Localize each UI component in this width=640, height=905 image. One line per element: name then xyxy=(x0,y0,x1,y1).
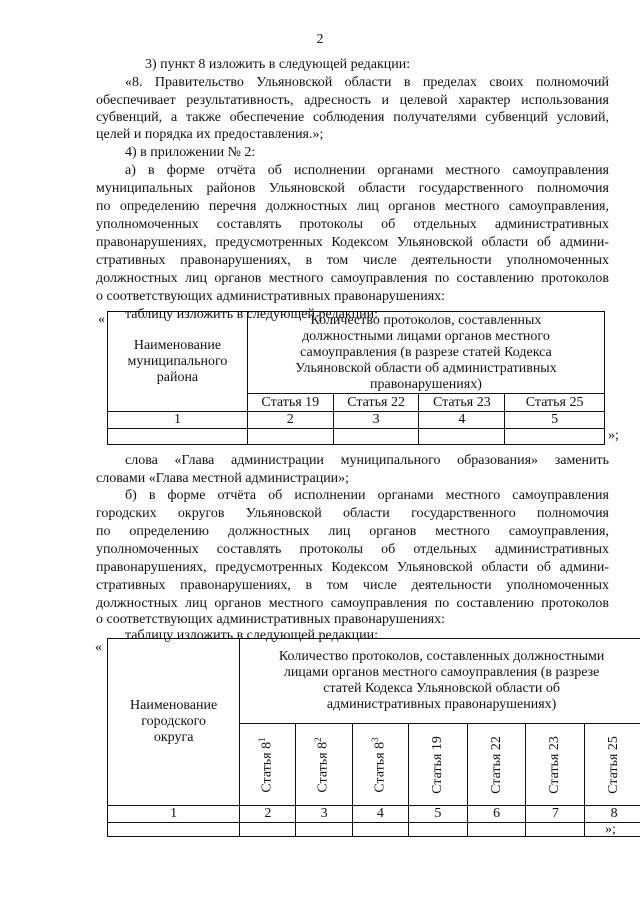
column-number: 8 xyxy=(585,806,640,823)
protocol-count-header: Количество протоколов, составленных должностными лицами органов местного самоуправления (в разрезе статей Кодекса Ульяновской области об административных правонарушениях) xyxy=(240,639,640,724)
empty-cell xyxy=(240,823,296,837)
column-header: Статья 23 xyxy=(419,394,505,412)
column-header: Статья 19 xyxy=(247,394,333,412)
column-number: 4 xyxy=(419,412,505,429)
empty-cell xyxy=(526,823,585,837)
column-header: Статья 25 xyxy=(505,394,605,412)
text-line: по определению перечня должностных лиц органов местного самоуправления, xyxy=(96,199,609,214)
column-header-label: Статья 22 xyxy=(488,735,504,794)
text-line: таблицу изложить в следующей редакции: xyxy=(125,628,379,643)
open-quote: « xyxy=(98,312,105,327)
text-line: 4) в приложении № 2: xyxy=(125,145,256,160)
text-line: о соответствующих административных правонарушениях: xyxy=(96,612,446,627)
text-line: правонарушениях, предусмотренных Кодексом Ульяновской области об админи- xyxy=(96,235,609,250)
district-name-header: Наименование муниципального района xyxy=(108,312,248,412)
column-header-label: Статья 23 xyxy=(547,735,563,794)
column-header-label: Статья 8 xyxy=(259,741,275,793)
column-header-sup: 1 xyxy=(257,736,268,742)
text-line: о соответствующих административных правонарушениях: xyxy=(96,289,446,304)
text-line: обеспечивает результативность, адресность и целевой характер использования xyxy=(96,93,609,108)
text-line: «8. Правительство Ульяновской области в пределах своих полномочий xyxy=(125,75,609,90)
text-line: по определению должностных лиц органов местного самоуправления, xyxy=(96,524,609,539)
column-number: 1 xyxy=(108,412,248,429)
column-header xyxy=(467,724,526,806)
column-header xyxy=(352,724,408,806)
column-number: 7 xyxy=(526,806,585,823)
column-header-label: Статья 8 xyxy=(316,741,332,793)
text-line: словами «Глава местной администрации»; xyxy=(96,471,350,486)
text-line: уполномоченных составлять протоколы об отдельных административных xyxy=(96,542,609,557)
empty-cell xyxy=(419,429,505,445)
text-line: а) в форме отчёта об исполнении органами местного самоуправления xyxy=(125,163,609,178)
column-number: 4 xyxy=(352,806,408,823)
city-district-name-header: Наименование городского округа xyxy=(108,639,240,806)
text-line: стративных правонарушениях, в том числе деятельности уполномоченных xyxy=(96,578,609,593)
column-number: 3 xyxy=(333,412,419,429)
column-number: 6 xyxy=(467,806,526,823)
column-header xyxy=(526,724,585,806)
close-quote: »; xyxy=(608,428,619,443)
column-header-sup: 3 xyxy=(369,736,380,742)
text-line: таблицу изложить в следующей редакции: xyxy=(125,307,379,322)
column-header-label: Статья 19 xyxy=(429,735,445,794)
close-quote: »; xyxy=(605,822,616,837)
column-header xyxy=(408,724,467,806)
column-number: 3 xyxy=(296,806,352,823)
open-quote: « xyxy=(95,640,102,655)
empty-cell xyxy=(408,823,467,837)
column-number: 1 xyxy=(108,806,240,823)
text-line: городских округов Ульяновской области государственного полномочия xyxy=(96,506,609,521)
column-header: Статья 22 xyxy=(333,394,419,412)
report-table-city-districts xyxy=(107,638,640,837)
report-table-districts xyxy=(107,311,605,445)
column-number: 2 xyxy=(240,806,296,823)
text-line: б) в форме отчёта об исполнении органами местного самоуправления xyxy=(125,488,609,503)
column-header-label: Статья 8 xyxy=(372,741,388,793)
empty-cell xyxy=(333,429,419,445)
page-number: 2 xyxy=(316,32,324,47)
text-line: субвенций, а также обеспечение соблюдения получателями субвенций условий, xyxy=(96,110,609,125)
text-line: целей и порядка их предоставления.»; xyxy=(96,127,324,142)
empty-cell xyxy=(505,429,605,445)
column-number: 2 xyxy=(247,412,333,429)
empty-cell xyxy=(352,823,408,837)
column-header xyxy=(585,724,640,806)
empty-cell xyxy=(296,823,352,837)
protocol-count-header: Количество протоколов, составленных должностными лицами органов местного самоуправления (в разрезе статей Кодекса Ульяновской области об административных правонарушениях) xyxy=(247,312,604,394)
text-line: слова «Глава администрации муниципального образования» заменить xyxy=(125,453,609,468)
column-header xyxy=(240,724,296,806)
empty-cell xyxy=(467,823,526,837)
column-header xyxy=(296,724,352,806)
column-number: 5 xyxy=(408,806,467,823)
text-line: 3) пункт 8 изложить в следующей редакции: xyxy=(145,57,411,72)
empty-cell xyxy=(108,823,240,837)
empty-cell xyxy=(247,429,333,445)
column-number: 5 xyxy=(505,412,605,429)
column-header-sup: 2 xyxy=(313,736,324,742)
empty-cell xyxy=(108,429,248,445)
text-line: должностных лиц органов местного самоуправления по составлению протоколов xyxy=(96,596,609,611)
text-line: стративных правонарушениях, в том числе деятельности уполномоченных xyxy=(96,253,609,268)
text-line: муниципальных районов Ульяновской области государственного полномочия xyxy=(96,181,609,196)
text-line: уполномоченных составлять протоколы об отдельных административных xyxy=(96,217,609,232)
text-line: должностных лиц органов местного самоуправления по составлению протоколов xyxy=(96,271,609,286)
column-header-label: Статья 25 xyxy=(606,735,622,794)
text-line: правонарушениях, предусмотренных Кодексом Ульяновской области об админи- xyxy=(96,560,609,575)
